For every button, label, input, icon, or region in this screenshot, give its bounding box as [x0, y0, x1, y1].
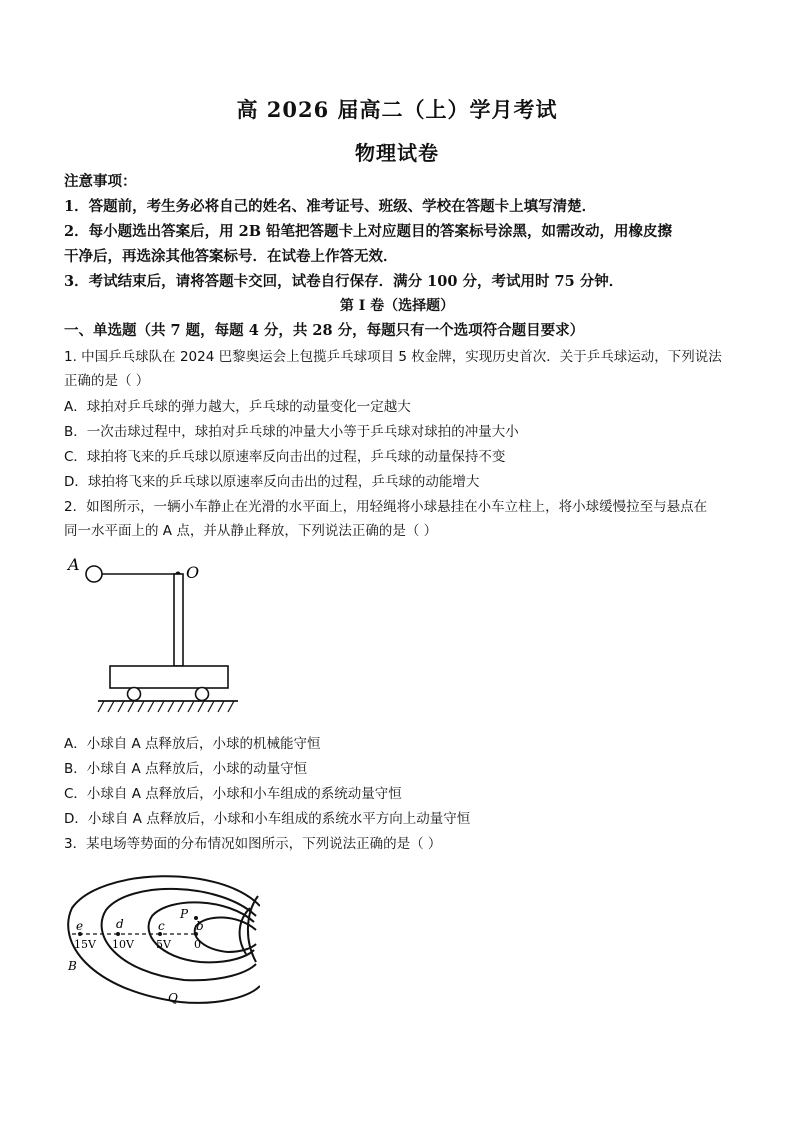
ball-a: [86, 566, 102, 582]
label-0v: 0: [194, 938, 201, 951]
cart-wheel-left: [128, 688, 141, 701]
equipotential-0v: [195, 917, 256, 952]
cart-pole: [174, 574, 183, 666]
q2-option-d: D．小球自 A 点释放后，小球和小车组成的系统水平方向上动量守恒: [64, 811, 471, 827]
ground-hatching: [98, 701, 234, 712]
label-b: b: [196, 919, 204, 933]
q2-label-a: A: [68, 555, 80, 574]
q2-label-o: O: [186, 563, 200, 582]
exam-subject: 物理试卷: [355, 141, 439, 165]
q1-stem-line2: 正确的是（ ）: [64, 373, 150, 389]
q2-cart-figure: [60, 548, 260, 724]
q2-stem-line2: 同一水平面上的 A 点，并从静止释放，下列说法正确的是（ ）: [64, 523, 438, 539]
q1-stem-line1: 1. 中国乒乓球队在 2024 巴黎奥运会上包揽乒乓球项目 5 枚金牌，实现历史首次．关于乒乓球运动，下列说法: [64, 349, 722, 365]
label-5v: 5V: [156, 938, 171, 951]
notice-heading: 注意事项：: [64, 173, 137, 190]
q1-option-d: D．球拍将飞来的乒乓球以原速率反向击出的过程，乒乓球的动能增大: [64, 474, 480, 490]
cart-body: [110, 666, 228, 688]
q1-option-b: B．一次击球过程中，球拍对乒乓球的冲量大小等于乒乓球对球拍的冲量大小: [64, 424, 519, 440]
cart-wheel-right: [196, 688, 209, 701]
q2-option-c: C．小球自 A 点释放后，小球和小车组成的系统动量守恒: [64, 786, 402, 802]
label-15v: 15V: [74, 938, 96, 951]
q2-stem-line1: 2．如图所示，一辆小车静止在光滑的水平面上，用轻绳将小球悬挂在小车立柱上，将小球缓慢拉至与悬点在: [64, 499, 708, 515]
exam-title: 高 2026 届高二（上）学月考试: [236, 97, 558, 122]
notice-item-2-cont: 干净后，再选涂其他答案标号．在试卷上作答无效．: [64, 248, 398, 265]
part1-title: 第 I 卷（选择题）: [339, 298, 455, 314]
label-q: Q: [168, 991, 178, 1005]
label-d: d: [116, 917, 124, 931]
label-p: P: [180, 907, 189, 921]
q2-option-b: B．小球自 A 点释放后，小球的动量守恒: [64, 761, 308, 777]
q1-option-c: C．球拍将飞来的乒乓球以原速率反向击出的过程，乒乓球的动量保持不变: [64, 449, 506, 465]
label-10v: 10V: [112, 938, 134, 951]
label-c: c: [158, 919, 165, 933]
section1-title: 一、单选题（共 7 题，每题 4 分，共 28 分，每题只有一个选项符合题目要求）: [64, 322, 585, 339]
q2-option-a: A．小球自 A 点释放后，小球的机械能守恒: [64, 736, 321, 752]
q3-equipotential-figure: [60, 868, 260, 1014]
q1-option-a: A．球拍对乒乓球的弹力越大，乒乓球的动量变化一定越大: [64, 399, 411, 415]
notice-item-1: 1．答题前，考生务必将自己的姓名、准考证号、班级、学校在答题卡上填写清楚．: [64, 198, 597, 215]
q3-stem: 3．某电场等势面的分布情况如图所示，下列说法正确的是（ ）: [64, 836, 442, 852]
notice-item-3: 3．考试结束后，请将答题卡交回，试卷自行保存．满分 100 分，考试用时 75 分钟．: [64, 273, 624, 290]
label-big-b: B: [68, 959, 77, 973]
notice-item-2: 2．每小题选出答案后，用 2B 铅笔把答题卡上对应题目的答案标号涂黑，如需改动，用橡皮擦: [64, 223, 673, 240]
label-e: e: [76, 919, 84, 933]
